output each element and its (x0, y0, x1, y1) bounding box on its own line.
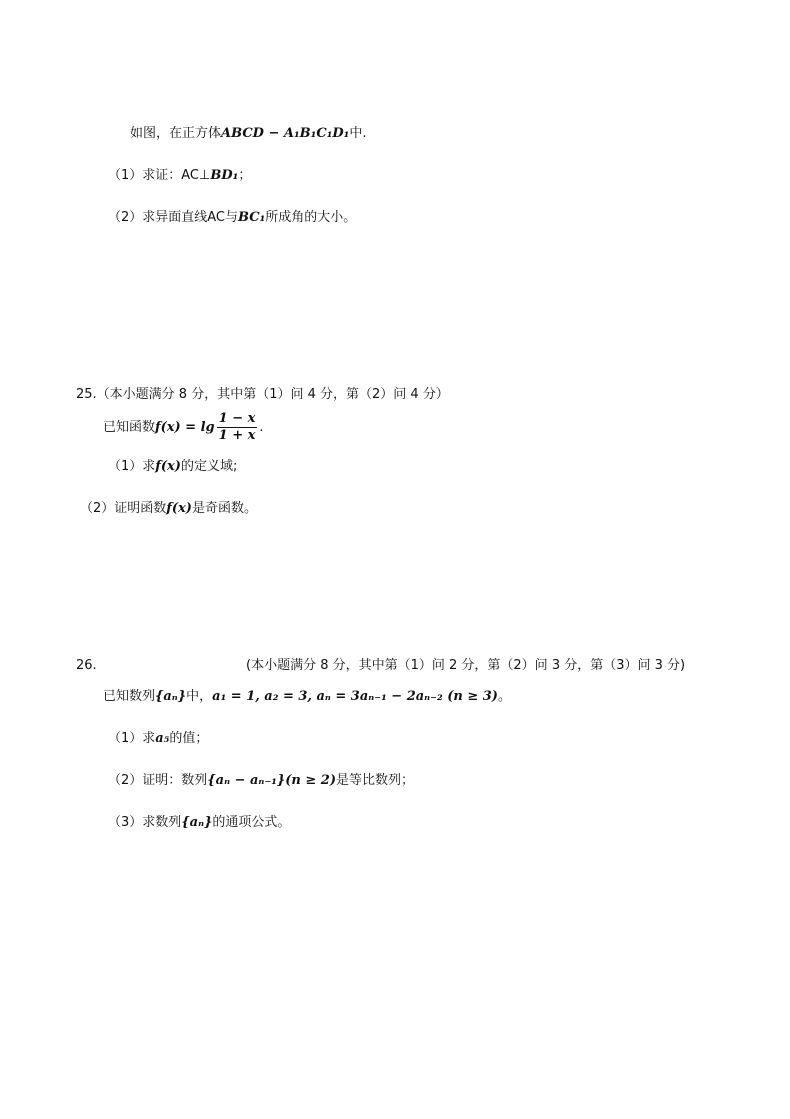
difference-sequence-expression: {aₙ − aₙ₋₁}(n ≥ 2) (207, 773, 336, 788)
q24-part1-prefix: （1）求证：AC⊥ (108, 168, 211, 183)
q25-part2-prefix: （2）证明函数 (80, 501, 167, 516)
q24-intro (130, 124, 367, 144)
q24-intro-prefix: 如图，在正方体 (130, 126, 222, 141)
q24-part2-prefix: （2）求异面直线AC与 (108, 210, 239, 225)
q26-part1-prefix: （1）求 (108, 731, 156, 746)
a5-expression: a₅ (155, 731, 170, 746)
q25-given-prefix: 已知函数 (103, 420, 156, 435)
fx-expression: f(x) (155, 459, 181, 474)
q26-part3 (108, 813, 290, 833)
fx-expression-2: f(x) (166, 501, 192, 516)
q25-part1-suffix: 的定义域; (180, 459, 238, 474)
sequence-expression: {aₙ} (155, 689, 187, 704)
fraction-denominator: 1 + x (218, 428, 256, 443)
q26-part2-prefix: （2）证明：数列 (108, 773, 208, 788)
q26-heading: (本小题满分 8 分，其中第（1）问 2 分，第（2）问 3 分，第（3）问 3 分) (246, 658, 686, 673)
q26-part1-suffix: 的值； (169, 731, 209, 746)
q24-part2-suffix: 所成角的大小。 (265, 210, 357, 225)
q26-part1 (108, 729, 208, 749)
q26-part3-suffix: 的通项公式。 (212, 815, 291, 830)
q26-given-prefix: 已知数列 (103, 689, 156, 704)
sequence-expression-2: {aₙ} (181, 815, 213, 830)
fraction (217, 411, 258, 444)
function-lhs: f(x) = lg (155, 420, 215, 435)
q26-part2-suffix: 是等比数列； (336, 773, 415, 788)
recurrence-expression: a₁ = 1, a₂ = 3, aₙ = 3aₙ₋₁ − 2aₙ₋₂ (n ≥ 3) (212, 689, 498, 704)
q26-part3-prefix: （3）求数列 (108, 815, 182, 830)
q25-part2-suffix: 是奇函数。 (191, 501, 257, 516)
q25-given-suffix: . (259, 420, 264, 435)
q24-part1-suffix: ； (238, 168, 252, 183)
cube-expression: ABCD − A₁B₁C₁D₁ (221, 126, 350, 141)
q24-intro-suffix: 中. (349, 126, 367, 141)
q25-heading: 25.（本小题满分 8 分，其中第（1）问 4 分，第（2）问 4 分） (76, 387, 449, 402)
q25-part1 (108, 457, 237, 477)
q26-given-mid: 中， (186, 689, 213, 704)
q26-given-suffix: 。 (497, 689, 511, 704)
q26-given (103, 687, 511, 707)
q26-part2 (108, 771, 414, 791)
bd1-expression: BD₁ (210, 168, 239, 183)
q25-part1-prefix: （1）求 (108, 459, 156, 474)
fraction-numerator: 1 − x (218, 411, 256, 426)
bc1-expression: BC₁ (238, 210, 266, 225)
q24-part2 (108, 208, 356, 228)
q24-part1 (108, 166, 251, 186)
q26-number: 26. (76, 658, 97, 673)
q25-given (103, 408, 264, 448)
q25-part2 (80, 499, 257, 519)
